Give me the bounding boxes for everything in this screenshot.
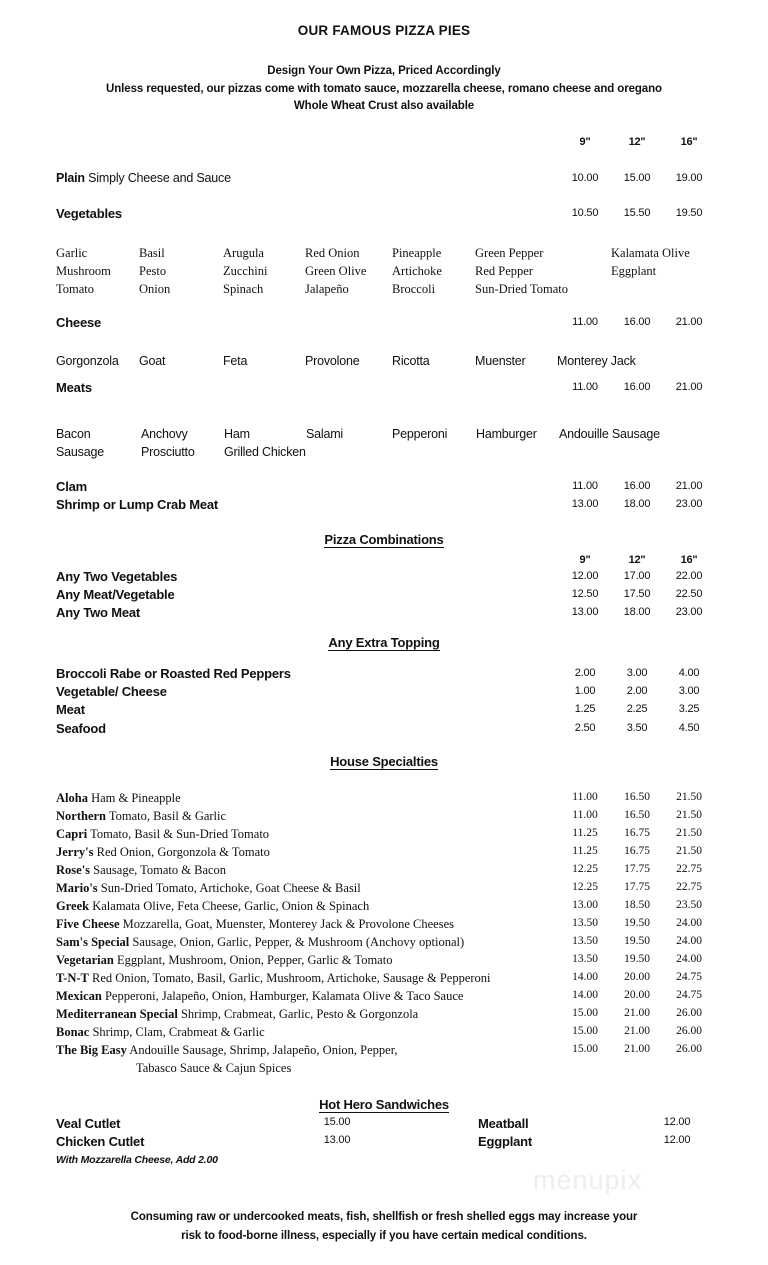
subtitle-line-2: Unless requested, our pizzas come with tomato sauce, mozzarella cheese, romano cheese and oregano [106,82,662,95]
topping-item: Hamburger [476,427,537,441]
price-cheese-9: 11.00 [572,316,598,328]
hero-item-right: Eggplant [478,1134,533,1149]
price-vegetables-16: 19.50 [675,207,703,219]
item-name: Northern Tomato, Basil & Garlic [56,809,227,823]
menu-row-vegetables [0,206,768,224]
topping-item: Red Pepper [475,264,533,278]
price-12: 16.75 [624,827,650,839]
topping-item: Garlic [56,246,88,260]
price-12: 21.00 [624,1043,650,1055]
topping-item: Artichoke [392,264,442,278]
menu-row-hero [0,1134,768,1152]
price-16: 3.00 [678,685,700,697]
price-16: 21.50 [676,827,702,839]
price-16: 22.75 [676,863,702,875]
price-shrimp-16: 23.00 [675,498,703,510]
price-plain-16: 19.00 [675,172,703,184]
item-name: Bonac Shrimp, Clam, Crabmeat & Garlic [56,1025,265,1039]
menu-row-combination [0,587,768,605]
item-name: Any Two Meat [56,605,141,620]
menu-row-specialty [0,899,768,917]
topping-item: Sun-Dried Tomato [475,282,568,296]
size-label-9: 9" [579,554,591,566]
topping-item: Onion [139,282,171,296]
price-12: 2.25 [626,703,648,715]
menu-row-plain [0,171,768,189]
price-12: 17.75 [624,863,650,875]
price-12: 21.00 [624,1025,650,1037]
price-9: 13.50 [572,917,598,929]
price-12: 21.00 [624,1007,650,1019]
menu-row-extra-topping [0,702,768,720]
menu-row-specialty [0,881,768,899]
menu-row-extra-topping [0,721,768,739]
price-16: 23.50 [676,899,702,911]
subtitle-line-1: Design Your Own Pizza, Priced Accordingly [267,65,501,77]
topping-item: Arugula [223,246,264,260]
hero-price-right: 12.00 [663,1134,691,1146]
price-16: 24.75 [676,989,702,1001]
item-name: Aloha Ham & Pineapple [56,791,181,805]
menu-row-specialty [0,863,768,881]
price-shrimp-12: 18.00 [623,498,651,510]
topping-item: Muenster [475,354,526,368]
item-name: Meat [56,702,85,717]
price-12: 16.75 [624,845,650,857]
item-name: The Big Easy Andouille Sausage, Shrimp, Jalapeño, Onion, Pepper, [56,1043,398,1057]
price-16: 24.75 [676,971,702,983]
price-9: 15.00 [572,1043,598,1055]
price-12: 3.00 [626,667,648,679]
price-9: 1.00 [574,685,596,697]
price-12: 19.50 [624,953,650,965]
item-name: Mexican Pepperoni, Jalapeño, Onion, Hamburger, Kalamata Olive & Taco Sauce [56,989,464,1003]
item-name: Sam's Special Sausage, Onion, Garlic, Pepper, & Mushroom (Anchovy optional) [56,935,465,949]
topping-item: Pineapple [392,246,442,260]
hero-item-right: Meatball [478,1116,529,1131]
topping-item: Goat [139,354,166,368]
item-name: Mediterranean Special Shrimp, Crabmeat, Garlic, Pesto & Gorgonzola [56,1007,419,1021]
price-plain-12: 15.00 [623,172,651,184]
price-meats-9: 11.00 [572,381,598,393]
topping-item: Anchovy [141,427,188,441]
menu-row-combination [0,569,768,587]
section-heading-combinations: Pizza Combinations [324,532,444,547]
hero-item-left: Veal Cutlet [56,1116,121,1131]
price-meats-12: 16.00 [623,381,651,393]
price-9: 13.00 [572,899,598,911]
item-name: Vegetable/ Cheese [56,684,167,699]
size-header-row-combinations [0,554,768,570]
price-16: 24.00 [676,935,702,947]
menu-row-clam [0,479,768,497]
topping-item: Spinach [223,282,264,296]
price-12: 17.75 [624,881,650,893]
price-12: 20.00 [624,971,650,983]
topping-item: Green Pepper [475,246,544,260]
size-label-12: 12" [628,136,646,148]
price-16: 22.50 [675,588,703,600]
price-plain-9: 10.00 [571,172,599,184]
menu-row-specialty [0,917,768,935]
item-name: Capri Tomato, Basil & Sun-Dried Tomato [56,827,270,841]
price-9: 11.25 [572,827,598,839]
price-9: 2.50 [574,722,596,734]
hero-price-left: 15.00 [323,1116,351,1128]
topping-item: Salami [306,427,344,441]
section-heading-extra-topping: Any Extra Topping [328,635,440,650]
menu-row-hero [0,1116,768,1134]
price-16: 21.50 [676,845,702,857]
item-name: Broccoli Rabe or Roasted Red Peppers [56,666,291,681]
price-9: 12.25 [572,863,598,875]
price-clam-12: 16.00 [623,480,651,492]
price-12: 3.50 [626,722,648,734]
menu-row-extra-topping [0,684,768,702]
header-subtitles [0,63,768,116]
topping-item: Basil [139,246,165,260]
topping-item: Prosciutto [141,445,195,459]
topping-item: Provolone [305,354,360,368]
topping-item: Jalapeño [305,282,349,296]
price-16: 26.00 [676,1007,702,1019]
price-12: 20.00 [624,989,650,1001]
item-name: T-N-T Red Onion, Tomato, Basil, Garlic, Mushroom, Artichoke, Sausage & Pepperoni [56,971,491,985]
price-12: 2.00 [626,685,648,697]
menu-row-specialty [0,1025,768,1043]
menu-row-specialty [0,971,768,989]
price-16: 3.25 [678,703,700,715]
section-heading-hot-heroes: Hot Hero Sandwiches [319,1097,449,1112]
menu-row-specialty [0,809,768,827]
topping-item: Zucchini [223,264,268,278]
topping-item: Grilled Chicken [224,445,306,459]
menu-row-specialty [0,1043,768,1061]
topping-item: Sausage [56,445,104,459]
item-name: Any Meat/Vegetable [56,587,175,602]
topping-item: Pepperoni [392,427,448,441]
topping-item: Pesto [139,264,167,278]
hero-note: With Mozzarella Cheese, Add 2.00 [56,1154,218,1166]
price-9: 1.25 [574,703,596,715]
price-cheese-16: 21.00 [675,316,703,328]
menupix-watermark: menupix [533,1165,643,1195]
price-9: 11.00 [572,809,598,821]
price-9: 14.00 [572,989,598,1001]
specialty-description-continuation: Tabasco Sauce & Cajun Spices [136,1061,292,1075]
price-16: 4.00 [678,667,700,679]
menu-row-specialty [0,791,768,809]
item-name-plain: Plain Simply Cheese and Sauce [56,171,231,185]
price-clam-9: 11.00 [572,480,598,492]
size-label-9: 9" [579,136,591,148]
price-9: 13.50 [572,935,598,947]
price-16: 21.50 [676,809,702,821]
subtitle-line-3: Whole Wheat Crust also available [293,100,475,112]
price-12: 18.50 [624,899,650,911]
hero-item-left: Chicken Cutlet [56,1134,145,1149]
price-vegetables-9: 10.50 [571,207,599,219]
price-vegetables-12: 15.50 [623,207,651,219]
size-header-row-top [0,136,768,152]
size-label-12: 12" [628,554,646,566]
section-heading-house-specialties: House Specialties [330,754,438,769]
topping-item: Feta [223,354,248,368]
price-16: 24.00 [676,917,702,929]
item-name: Any Two Vegetables [56,569,178,584]
item-name: Jerry's Red Onion, Gorgonzola & Tomato [56,845,270,859]
price-12: 16.50 [624,809,650,821]
topping-item: Bacon [56,427,91,441]
menu-row-specialty [0,935,768,953]
menu-row-cheese [0,315,768,333]
price-12: 16.50 [624,791,650,803]
hero-price-left: 13.00 [323,1134,351,1146]
price-9: 15.00 [572,1025,598,1037]
price-9: 2.00 [574,667,596,679]
item-name: Greek Kalamata Olive, Feta Cheese, Garlic, Onion & Spinach [56,899,370,913]
price-16: 23.00 [675,606,703,618]
price-12: 19.50 [624,917,650,929]
menu-row-shrimp [0,497,768,515]
topping-item: Mushroom [56,264,111,278]
size-label-16: 16" [680,136,698,148]
item-name-cheese: Cheese [56,315,102,330]
price-clam-16: 21.00 [675,480,703,492]
item-name: Five Cheese Mozzarella, Goat, Muenster, Monterey Jack & Provolone Cheeses [56,917,455,931]
menu-row-extra-topping [0,666,768,684]
menu-row-meats [0,380,768,398]
item-name: Mario's Sun-Dried Tomato, Artichoke, Goat Cheese & Basil [56,881,361,895]
topping-item: Green Olive [305,264,367,278]
price-16: 26.00 [676,1043,702,1055]
price-12: 18.00 [623,606,651,618]
price-16: 22.75 [676,881,702,893]
topping-item: Ricotta [392,354,430,368]
footer-line-1: Consuming raw or undercooked meats, fish, shellfish or fresh shelled eggs may increase your [130,1211,638,1223]
price-9: 11.00 [572,791,598,803]
page-title: OUR FAMOUS PIZZA PIES [297,23,471,38]
price-12: 19.50 [624,935,650,947]
price-9: 12.00 [571,570,599,582]
price-12: 17.50 [623,588,651,600]
footer-line-2: risk to food-borne illness, especially if you have certain medical conditions. [181,1230,587,1242]
price-16: 26.00 [676,1025,702,1037]
topping-item: Monterey Jack [557,354,636,368]
menu-row-specialty [0,1007,768,1025]
item-name-clam: Clam [56,479,87,494]
price-16: 21.50 [676,791,702,803]
item-name-meats: Meats [56,380,92,395]
topping-item: Andouille Sausage [559,427,660,441]
menu-row-specialty [0,827,768,845]
topping-item: Eggplant [611,264,657,278]
price-meats-16: 21.00 [675,381,703,393]
item-name-vegetables: Vegetables [56,206,122,221]
topping-item: Ham [224,427,250,441]
topping-item: Gorgonzola [56,354,119,368]
topping-item: Kalamata Olive [611,246,690,260]
price-9: 11.25 [572,845,598,857]
menu-row-combination [0,605,768,623]
item-name-shrimp: Shrimp or Lump Crab Meat [56,497,219,512]
price-16: 22.00 [675,570,703,582]
topping-item: Red Onion [305,246,360,260]
price-9: 13.50 [572,953,598,965]
price-9: 12.25 [572,881,598,893]
price-16: 24.00 [676,953,702,965]
price-cheese-12: 16.00 [623,316,651,328]
topping-item: Broccoli [392,282,436,296]
price-9: 13.00 [571,606,599,618]
price-9: 14.00 [572,971,598,983]
price-9: 12.50 [571,588,599,600]
price-16: 4.50 [678,722,700,734]
price-shrimp-9: 13.00 [571,498,599,510]
item-name: Vegetarian Eggplant, Mushroom, Onion, Pepper, Garlic & Tomato [56,953,393,967]
item-name: Seafood [56,721,106,736]
price-12: 17.00 [623,570,651,582]
menu-row-specialty [0,845,768,863]
hero-price-right: 12.00 [663,1116,691,1128]
menu-row-specialty [0,953,768,971]
menu-row-specialty [0,989,768,1007]
footer-disclaimer [0,1208,768,1246]
item-name: Rose's Sausage, Tomato & Bacon [56,863,227,877]
price-9: 15.00 [572,1007,598,1019]
topping-item: Tomato [56,282,95,296]
size-label-16: 16" [680,554,698,566]
